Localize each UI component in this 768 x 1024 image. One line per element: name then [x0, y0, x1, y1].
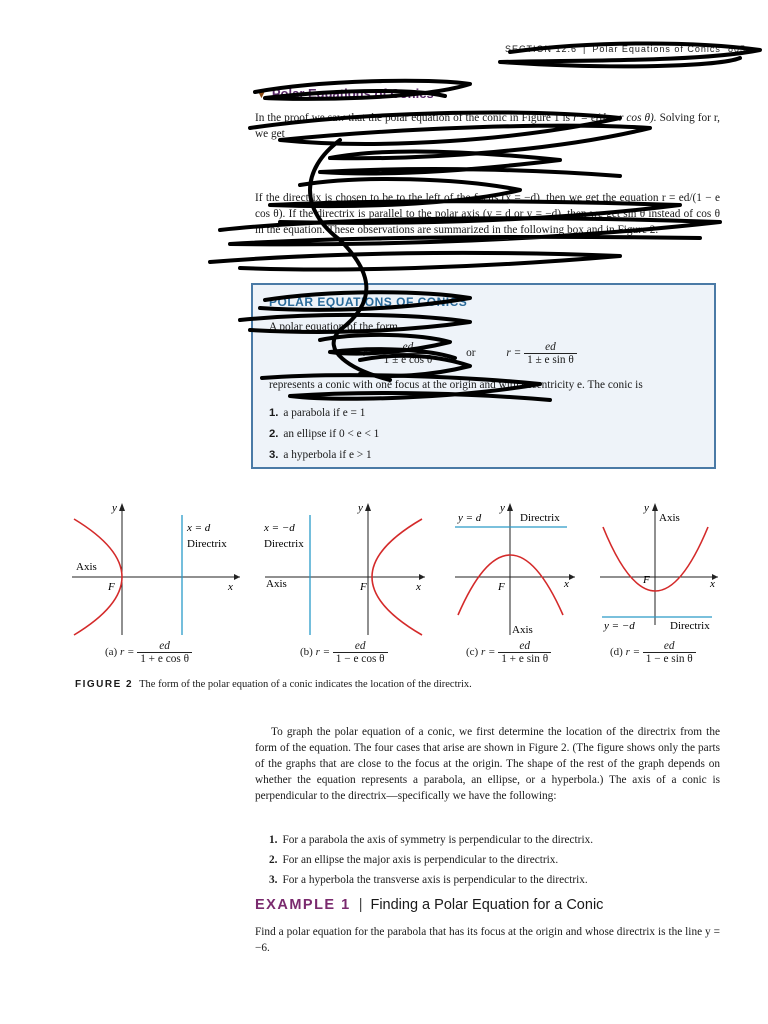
item-text: For an ellipse the major axis is perpendicular to the directrix. [282, 854, 559, 866]
item-number: 3. [269, 449, 279, 461]
intro-text: In the proof we saw that the polar equation of the conic in Figure 1 is [255, 112, 574, 124]
x-label: x [564, 578, 569, 590]
item-text: a parabola if e = 1 [283, 407, 366, 419]
figure-label: FIGURE 2 [75, 679, 134, 690]
panel-b [263, 502, 425, 635]
scribble-stroke [320, 151, 620, 176]
item-number: 1. [269, 407, 279, 419]
example-text: Find a polar equation for the parabola that has its focus at the origin and whose directrix is the line y = −6. [255, 926, 720, 954]
item-number: 3. [269, 874, 278, 886]
list-item [255, 830, 593, 850]
conic-equations-box [251, 283, 716, 469]
panel-a-caption [105, 640, 192, 665]
y-label: y [500, 502, 505, 514]
eq2-num: ed [524, 341, 577, 354]
panel-den: 1 − e sin θ [645, 653, 693, 665]
box-lead: A polar equation of the form [269, 321, 398, 333]
directrix-label: Directrix [187, 538, 227, 550]
page-number: 805 [727, 44, 746, 54]
directrix-label: Directrix [520, 512, 560, 524]
panel-b-caption [300, 640, 388, 665]
focus-label: F [643, 574, 650, 586]
intro-paragraph-2: If the directrix is chosen to be to the left of the focus (x = −d), then we get the equation r = ed/(1 − e cos θ). If the directrix is parallel to the polar axis (y = d or y = −d), then we get sin θ instead of cos θ in the equation. These observations are summarized in the following box and in Figure 2. [255, 192, 720, 236]
panel-num: ed [643, 640, 696, 653]
directrix-label: Directrix [264, 538, 304, 550]
panel-lhs: r = [315, 646, 331, 659]
box-after: represents a conic with one focus at the origin and with eccentricity e. The conic is [269, 379, 643, 391]
panel-tag: (a) [105, 646, 118, 659]
item-text: For a parabola the axis of symmetry is perpendicular to the directrix. [282, 834, 594, 846]
running-head-section: SECTION 12.6 [505, 44, 578, 54]
triangle-icon: ▼ [255, 86, 268, 101]
panel-c-caption [466, 640, 551, 665]
eq1-lhs: r = [363, 347, 378, 360]
panel-den: 1 − e cos θ [335, 653, 385, 665]
panel-fraction [333, 640, 388, 665]
eq1-num: ed [381, 341, 436, 354]
figure-caption-text: The form of the polar equation of a conic indicates the location of the directrix. [139, 679, 472, 690]
panel-lhs: r = [625, 646, 641, 659]
axis-label: Axis [512, 624, 533, 636]
figure-caption [75, 679, 472, 690]
example-title: Finding a Polar Equation for a Conic [370, 897, 604, 913]
item-text: For a hyperbola the transverse axis is perpendicular to the directrix. [282, 874, 588, 886]
item-text: a hyperbola if e > 1 [283, 449, 372, 461]
panel-fraction [643, 640, 696, 665]
panel-tag: (d) [610, 646, 623, 659]
running-head: SECTION 12.6 | Polar Equations of Conics 805 [505, 44, 746, 54]
intro-solving: Solving for r, we get [255, 112, 720, 140]
y-arrow-icon [507, 503, 513, 511]
directrix-eq-label: x = d [187, 522, 211, 534]
panel-den: 1 + e cos θ [140, 653, 189, 665]
y-label: y [112, 502, 117, 514]
intro-equation: r = e(d − r cos θ). [573, 112, 657, 124]
focus-label: F [360, 581, 367, 593]
box-list-item [269, 445, 379, 466]
directrix-eq-label: x = −d [264, 522, 295, 534]
panel-fraction [498, 640, 551, 665]
panel-lhs: r = [480, 646, 496, 659]
list-item [255, 850, 593, 870]
eq1-den: 1 ± e cos θ [383, 354, 433, 366]
intro-paragraph-1 [255, 110, 720, 142]
panel-fraction [137, 640, 192, 665]
y-arrow-icon [365, 503, 371, 511]
y-arrow-icon [119, 503, 125, 511]
body-paragraph: To graph the polar equation of a conic, we first determine the location of the directrix from the form of the equation. The four cases that arise are shown in Figure 2. (The figure shows only the parts of the graphs that are close to the focus at the origin. The shape of the rest of the graph depends on whether the equation represents a parabola, an ellipse, or a hyperbola.) The axis of a conic is perpendicular to the directrix—specifically we have the following: [255, 726, 720, 802]
section-title-text: Polar Equations of Conics [271, 86, 434, 101]
directrix-label: Directrix [670, 620, 710, 632]
x-label: x [416, 581, 421, 593]
example-label: EXAMPLE 1 [255, 897, 351, 913]
panel-tag: (b) [300, 646, 313, 659]
box-list [269, 403, 379, 466]
x-label: x [228, 581, 233, 593]
panel-d-caption [610, 640, 696, 665]
y-label: y [358, 502, 363, 514]
panel-num: ed [333, 640, 388, 653]
axis-label: Axis [659, 512, 680, 524]
panel-c [455, 502, 575, 636]
eq2-fraction [524, 341, 577, 366]
item-text: an ellipse if 0 < e < 1 [283, 428, 380, 440]
panel-num: ed [498, 640, 551, 653]
box-list-item [269, 403, 379, 424]
item-number: 2. [269, 428, 279, 440]
panel-tag: (c) [466, 646, 479, 659]
x-arrow-icon [569, 574, 575, 580]
example-heading: EXAMPLE 1 | Finding a Polar Equation for a Conic [255, 897, 604, 913]
directrix-eq-label: y = −d [604, 620, 635, 632]
panel-lhs: r = [119, 646, 135, 659]
panel-num: ed [137, 640, 192, 653]
running-head-title: Polar Equations of Conics [592, 44, 721, 54]
x-arrow-icon [419, 574, 425, 580]
axis-label: Axis [266, 578, 287, 590]
axis-rules-list [255, 830, 593, 890]
box-or: or [466, 347, 476, 360]
item-number: 1. [269, 834, 278, 846]
focus-label: F [108, 581, 115, 593]
item-number: 2. [269, 854, 278, 866]
eq1-fraction [381, 341, 436, 366]
axis-label: Axis [76, 561, 97, 573]
box-equations [363, 341, 577, 366]
section-title [255, 86, 434, 101]
scribble-stroke [210, 253, 620, 270]
panel-den: 1 + e sin θ [501, 653, 549, 665]
panel-a [72, 502, 240, 635]
box-list-item [269, 424, 379, 445]
focus-label: F [498, 581, 505, 593]
list-item [255, 870, 593, 890]
y-label: y [644, 502, 649, 514]
eq2-lhs: r = [506, 347, 522, 360]
box-title: POLAR EQUATIONS OF CONICS [269, 295, 468, 309]
directrix-eq-label: y = d [458, 512, 482, 524]
x-arrow-icon [234, 574, 240, 580]
eq2-den: 1 ± e sin θ [527, 354, 574, 366]
y-arrow-icon [652, 503, 658, 511]
panel-d [600, 502, 718, 632]
x-label: x [710, 578, 715, 590]
